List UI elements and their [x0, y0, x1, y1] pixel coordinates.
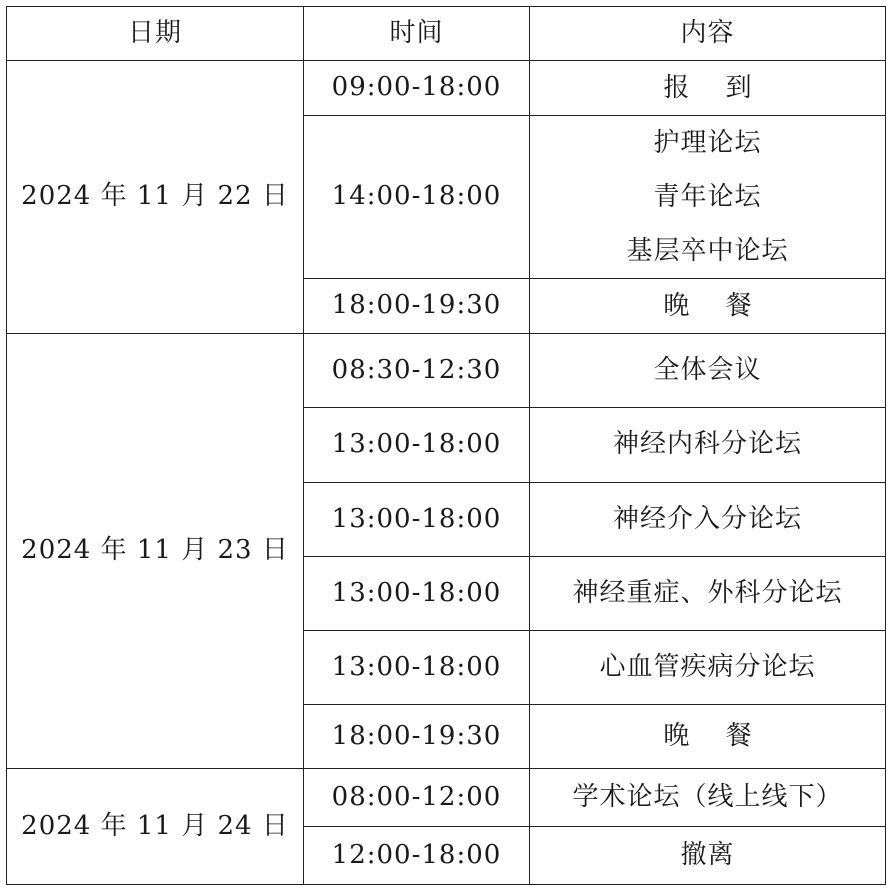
time-cell: 13:00-18:00 [304, 557, 530, 631]
content-item: 晚 餐 [663, 720, 766, 751]
time-cell: 18:00-19:30 [304, 705, 530, 769]
date-cell-day2: 2024 年 11 月 23 日 [7, 334, 304, 769]
content-cell: 学术论坛（线上线下） [530, 769, 886, 827]
time-cell: 13:00-18:00 [304, 631, 530, 705]
time-cell: 13:00-18:00 [304, 408, 530, 483]
table-row [7, 334, 886, 408]
content-cell [530, 116, 886, 279]
content-cell [530, 279, 886, 334]
content-item: 晚 餐 [663, 291, 766, 321]
content-cell: 神经内科分论坛 [530, 408, 886, 483]
content-cell [530, 705, 886, 769]
content-item: 护理论坛 [653, 128, 762, 158]
content-cell [530, 61, 886, 116]
time-cell: 08:00-12:00 [304, 769, 530, 827]
header-row [7, 7, 886, 61]
date-cell-day1: 2024 年 11 月 22 日 [7, 61, 304, 334]
table-row [7, 61, 886, 116]
content-cell: 心血管疾病分论坛 [530, 631, 886, 705]
time-cell: 18:00-19:30 [304, 279, 530, 334]
time-cell: 13:00-18:00 [304, 483, 530, 557]
header-content: 内容 [530, 7, 886, 61]
content-item: 报 到 [663, 73, 766, 103]
content-cell: 全体会议 [530, 334, 886, 408]
content-cell: 神经重症、外科分论坛 [530, 557, 886, 631]
time-cell: 08:30-12:30 [304, 334, 530, 408]
time-cell: 12:00-18:00 [304, 827, 530, 885]
table-row [7, 769, 886, 827]
schedule-table [6, 6, 886, 885]
time-cell: 09:00-18:00 [304, 61, 530, 116]
date-cell-day3: 2024 年 11 月 24 日 [7, 769, 304, 885]
header-time: 时间 [304, 7, 530, 61]
content-cell: 神经介入分论坛 [530, 483, 886, 557]
content-cell: 撤离 [530, 827, 886, 885]
content-item: 基层卒中论坛 [626, 236, 789, 266]
content-item: 青年论坛 [653, 182, 762, 212]
time-cell: 14:00-18:00 [304, 116, 530, 279]
header-date: 日期 [7, 7, 304, 61]
